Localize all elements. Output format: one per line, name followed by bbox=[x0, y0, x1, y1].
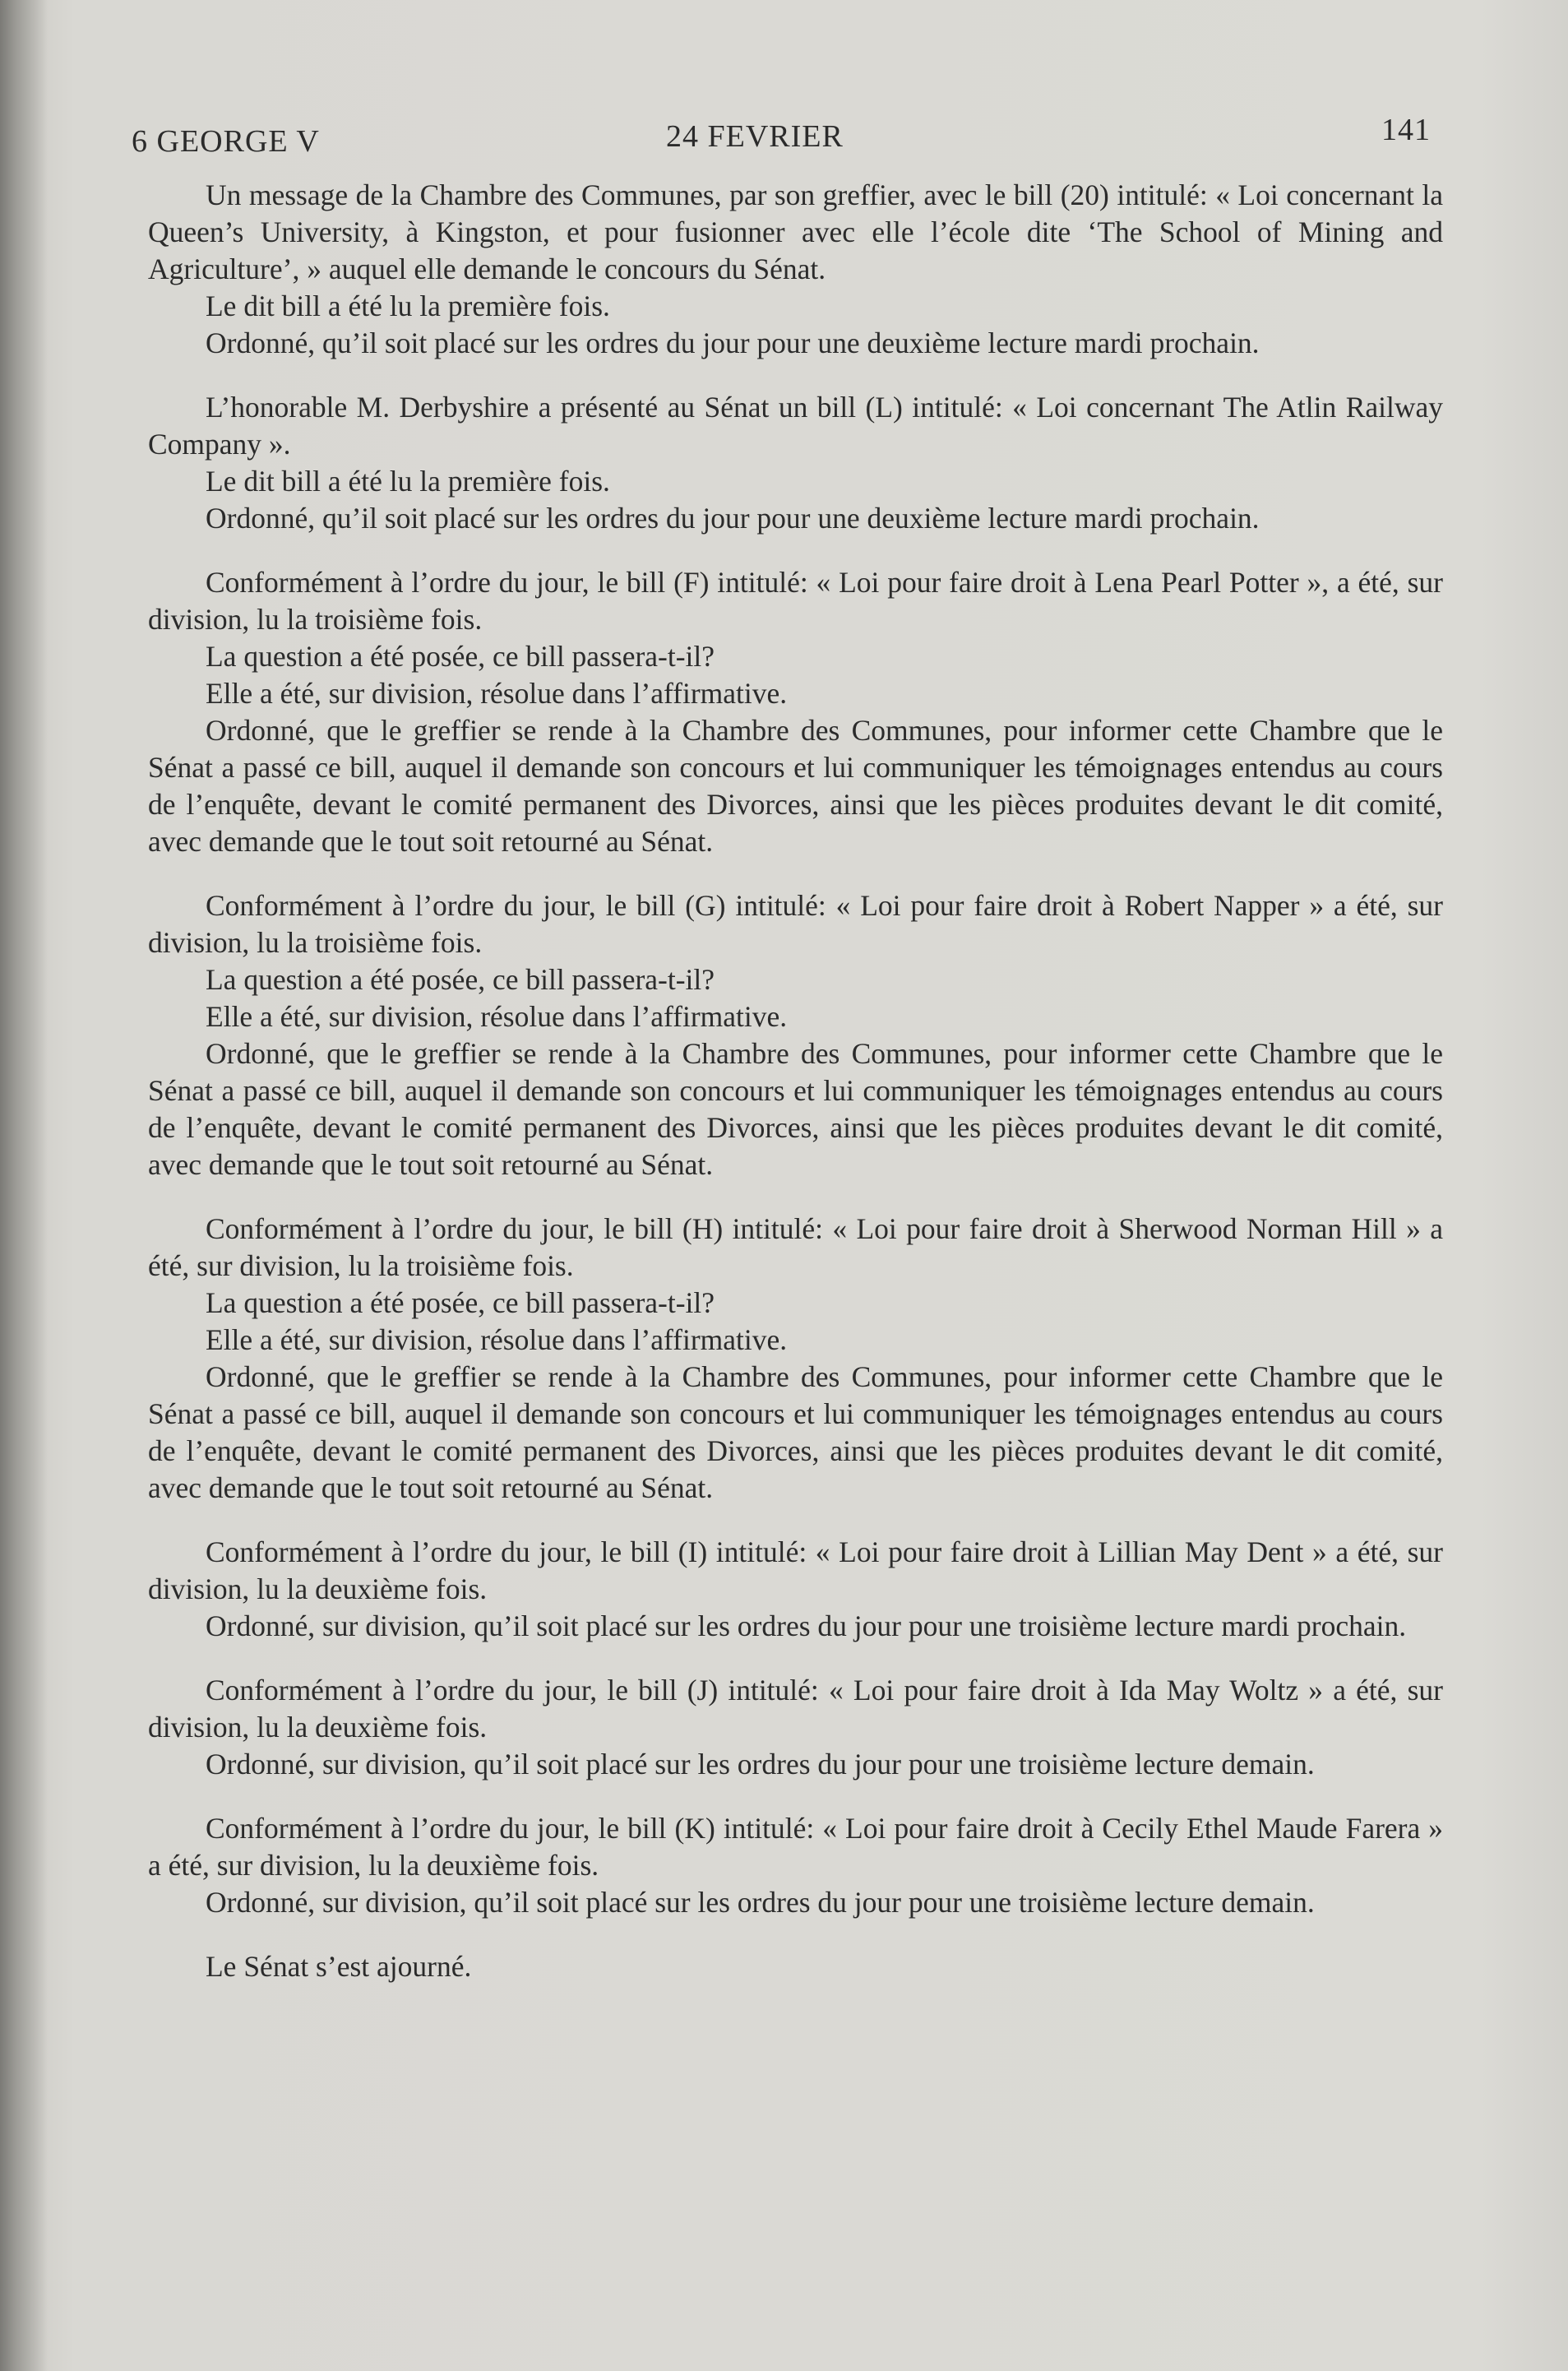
entry-text: Elle a été, sur division, résolue dans l’affirmative. bbox=[206, 1000, 788, 1033]
entry-text: Le dit bill a été lu la première fois. bbox=[206, 289, 610, 322]
entry-text: Conformément à l’ordre du jour, le bill (H) intitulé: « Loi pour faire droit à Sherwood Norman Hill » a été, sur division, lu la troisième fois. bbox=[148, 1212, 1443, 1282]
entry-text: Conformément à l’ordre du jour, le bill (K) intitulé: « Loi pour faire droit à Cecily Ethel Maude Farera » a été, sur division, lu la deuxième fois. bbox=[148, 1812, 1443, 1882]
entry-text: L’honorable M. Derbyshire a présenté au Sénat un bill (L) intitulé: « Loi concernant The Atlin Railway Company ». bbox=[148, 391, 1443, 461]
entry-text: Conformément à l’ordre du jour, le bill (J) intitulé: « Loi pour faire droit à Ida May Woltz » a été, sur division, lu la deuxième fois. bbox=[148, 1674, 1443, 1744]
entry-text: Conformément à l’ordre du jour, le bill (G) intitulé: « Loi pour faire droit à Robert Napper » a été, sur division, lu la troisième fois. bbox=[148, 889, 1443, 959]
header-date: 24 FEVRIER bbox=[666, 119, 844, 154]
entry-text: Ordonné, sur division, qu’il soit placé sur les ordres du jour pour une troisième lecture demain. bbox=[206, 1748, 1315, 1781]
entry-text: Ordonné, sur division, qu’il soit placé sur les ordres du jour pour une troisième lecture demain. bbox=[206, 1886, 1315, 1919]
entry-text: La question a été posée, ce bill passera-t-il? bbox=[206, 1286, 715, 1319]
header-regnal-year: 6 GEORGE V bbox=[132, 124, 320, 159]
entry-text: Ordonné, qu’il soit placé sur les ordres du jour pour une deuxième lecture mardi prochain. bbox=[206, 326, 1260, 359]
entry-text: La question a été posée, ce bill passera-t-il? bbox=[206, 963, 715, 996]
entry-bill-20 bbox=[148, 177, 1443, 362]
entry-text: Conformément à l’ordre du jour, le bill (I) intitulé: « Loi pour faire droit à Lillian May Dent » a été, sur division, lu la deuxième fois. bbox=[148, 1535, 1443, 1605]
entry-bill-f bbox=[148, 564, 1443, 860]
entry-bill-l bbox=[148, 389, 1443, 537]
entry-text: Le dit bill a été lu la première fois. bbox=[206, 465, 610, 498]
entry-text: Un message de la Chambre des Communes, par son greffier, avec le bill (20) intitulé: « Loi concernant la Queen’s University, à Kingston, et pour fusionner avec elle l’école dite ‘The School of Mining and Agriculture’, » auquel elle demande le concours du Sénat. bbox=[148, 178, 1443, 285]
entry-text: Elle a été, sur division, résolue dans l’affirmative. bbox=[206, 1323, 788, 1356]
page-header bbox=[132, 105, 1431, 163]
entry-bill-k bbox=[148, 1810, 1443, 1921]
entry-text: Conformément à l’ordre du jour, le bill (F) intitulé: « Loi pour faire droit à Lena Pearl Potter », a été, sur division, lu la troisième fois. bbox=[148, 566, 1443, 636]
entry-adjournment bbox=[148, 1948, 1443, 1985]
entry-bill-i bbox=[148, 1534, 1443, 1645]
entry-text: Ordonné, que le greffier se rende à la Chambre des Communes, pour informer cette Chambre que le Sénat a passé ce bill, auquel il demande son concours et lui communiquer les témoignages entendus au cours de l’enquête, devant le comité permanent des Divorces, ainsi que les pièces produites devant le dit comité, avec demande que le tout soit retourné au Sénat. bbox=[148, 1037, 1443, 1181]
entry-bill-g bbox=[148, 887, 1443, 1183]
entry-text: Elle a été, sur division, résolue dans l’affirmative. bbox=[206, 677, 788, 710]
entry-text: La question a été posée, ce bill passera-t-il? bbox=[206, 640, 715, 673]
entry-text: Ordonné, qu’il soit placé sur les ordres du jour pour une deuxième lecture mardi prochain. bbox=[206, 502, 1260, 535]
journal-body bbox=[148, 177, 1443, 2012]
entry-text: Le Sénat s’est ajourné. bbox=[206, 1950, 472, 1983]
entry-text: Ordonné, que le greffier se rende à la Chambre des Communes, pour informer cette Chambre que le Sénat a passé ce bill, auquel il demande son concours et lui communiquer les témoignages entendus au cours de l’enquête, devant le comité permanent des Divorces, ainsi que les pièces produites devant le dit comité, avec demande que le tout soit retourné au Sénat. bbox=[148, 1360, 1443, 1504]
book-spine-shadow bbox=[0, 0, 48, 2371]
entry-text: Ordonné, sur division, qu’il soit placé sur les ordres du jour pour une troisième lecture mardi prochain. bbox=[206, 1609, 1407, 1642]
entry-bill-h bbox=[148, 1211, 1443, 1507]
entry-text: Ordonné, que le greffier se rende à la Chambre des Communes, pour informer cette Chambre que le Sénat a passé ce bill, auquel il demande son concours et lui communiquer les témoignages entendus au cours de l’enquête, devant le comité permanent des Divorces, ainsi que les pièces produites devant le dit comité, avec demande que le tout soit retourné au Sénat. bbox=[148, 714, 1443, 858]
page-number: 141 bbox=[1381, 113, 1431, 147]
entry-bill-j bbox=[148, 1672, 1443, 1783]
